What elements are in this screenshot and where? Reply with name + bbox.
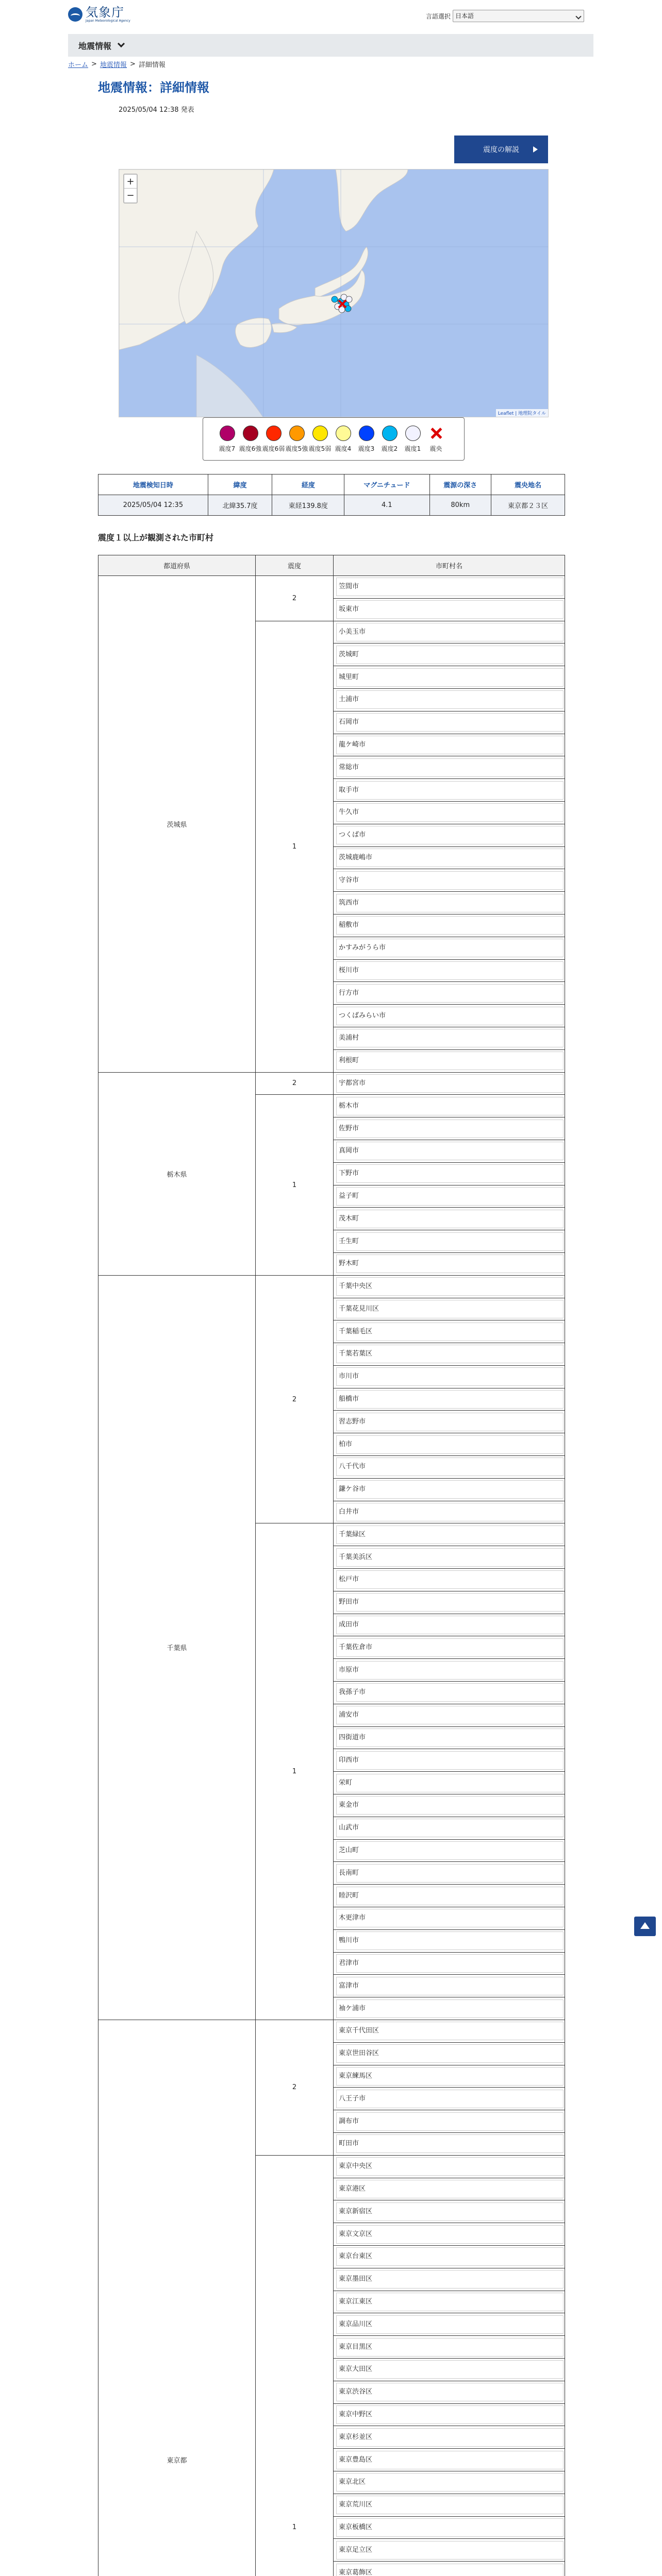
table-header: 地震検知日時 [98, 474, 208, 495]
municipality-name: 桜川市 [336, 961, 564, 980]
zoom-out-button[interactable]: − [126, 190, 135, 201]
municipality-cell [334, 576, 565, 599]
page-title: 地震情報：詳細情報 [98, 80, 209, 95]
legend-item [216, 426, 239, 453]
municipality-cell [334, 2155, 565, 2178]
municipality-cell [334, 2516, 565, 2539]
announce-time: 2025/05/04 12:38 発表 [119, 106, 194, 114]
table-cell: 2025/05/04 12:35 [98, 495, 208, 516]
municipality-name: 富津市 [336, 1977, 564, 1995]
municipality-cell [334, 2065, 565, 2088]
explain-button-label: 震度の解説 [483, 146, 519, 154]
municipality-cell [334, 1049, 565, 1072]
intensity-color-swatch [289, 426, 305, 441]
municipality-name: 東京港区 [336, 2180, 564, 2198]
earthquake-map[interactable] [119, 169, 549, 417]
language-label: 言語選択 [426, 12, 451, 20]
municipality-name: 千葉緑区 [336, 1526, 564, 1544]
municipality-name: 下野市 [336, 1164, 564, 1183]
intensity-color-swatch [405, 426, 421, 441]
prefecture-cell: 栃木県 [98, 1072, 256, 1275]
municipality-cell [334, 1546, 565, 1569]
municipality-name: 壬生町 [336, 1232, 564, 1251]
prefecture-cell: 東京都 [98, 2020, 256, 2576]
municipality-name: 睦沢町 [336, 1887, 564, 1905]
municipality-name: 龍ケ崎市 [336, 736, 564, 754]
legend-item [285, 426, 308, 453]
table-row [98, 576, 565, 599]
zoom-in-button[interactable]: + [124, 175, 137, 189]
municipality-name: 東京板橋区 [336, 2518, 564, 2537]
municipality-cell [334, 1659, 565, 1682]
jma-logo[interactable] [68, 5, 130, 24]
municipality-cell [334, 598, 565, 621]
municipality-cell [334, 1682, 565, 1704]
intensity-color-swatch [243, 426, 258, 441]
municipality-cell [334, 2223, 565, 2246]
municipality-name: 鎌ケ谷市 [336, 1480, 564, 1499]
legend-item [424, 426, 448, 453]
language-selector [426, 9, 584, 23]
municipality-cell [334, 1117, 565, 1140]
municipality-cell [334, 2426, 565, 2449]
intensity-color-swatch [336, 426, 351, 441]
municipality-cell [334, 621, 565, 643]
municipality-cell [334, 1749, 565, 1772]
municipality-cell [334, 1636, 565, 1659]
municipality-cell [334, 959, 565, 982]
legend-label: 震度5強 [285, 445, 308, 452]
table-row [98, 2020, 565, 2043]
municipality-name: 長南町 [336, 1864, 564, 1883]
municipality-name: 船橋市 [336, 1390, 564, 1409]
municipality-cell [334, 1997, 565, 2020]
municipality-name: 筑西市 [336, 894, 564, 912]
municipality-name: 浦安市 [336, 1706, 564, 1724]
municipality-name: 美浦村 [336, 1029, 564, 1047]
municipality-name: 白井市 [336, 1503, 564, 1521]
municipality-name: 千葉若葉区 [336, 1345, 564, 1363]
municipality-cell [334, 1478, 565, 1501]
logo-subtext: Japan Meteorological Agency [86, 19, 130, 23]
table-cell: 東京都２３区 [491, 495, 565, 516]
legend-label: 震度3 [358, 445, 375, 452]
table-cell: 北緯35.7度 [208, 495, 272, 516]
municipality-name: 東京中野区 [336, 2405, 564, 2424]
municipality-cell [334, 2539, 565, 2562]
municipality-name: 柏市 [336, 1435, 564, 1454]
table-header: 市町村名 [334, 555, 565, 576]
municipality-cell [334, 2020, 565, 2043]
municipality-name: 牛久市 [336, 803, 564, 822]
municipality-cell [334, 2132, 565, 2155]
intensity-legend [203, 417, 465, 461]
municipality-name: 芝山町 [336, 1841, 564, 1860]
municipality-name: かすみがうら市 [336, 939, 564, 957]
municipality-name: 茨城鹿嶋市 [336, 849, 564, 867]
legend-item [401, 426, 424, 453]
legend-label: 震度5弱 [308, 445, 332, 452]
site-header [0, 0, 662, 31]
jma-logo-icon [68, 7, 82, 22]
municipality-cell [334, 2358, 565, 2381]
municipality-cell [334, 1591, 565, 1614]
prefecture-cell: 茨城県 [98, 576, 256, 1073]
municipality-name: 東金市 [336, 1796, 564, 1815]
municipality-name: 東京北区 [336, 2473, 564, 2492]
logo-text: 気象庁 [86, 5, 124, 20]
intensity-cell: 2 [256, 1072, 334, 1095]
municipality-name: 稲敷市 [336, 916, 564, 935]
municipality-cell [334, 2562, 565, 2576]
legend-label: 震度6弱 [262, 445, 285, 452]
municipality-cell [334, 801, 565, 824]
intensity-explain-button[interactable] [454, 135, 548, 163]
municipality-name: 東京大田区 [336, 2360, 564, 2379]
municipality-cell [334, 1140, 565, 1162]
table-header: 震度 [256, 555, 334, 576]
municipality-cell [334, 1005, 565, 1027]
municipality-cell [334, 711, 565, 734]
intensity-cell: 1 [256, 1523, 334, 2020]
breadcrumb-earthquake[interactable]: 地震情報 [100, 61, 127, 69]
municipality-name: 栄町 [336, 1774, 564, 1792]
municipality-cell [334, 2178, 565, 2200]
municipality-cell [334, 869, 565, 892]
municipality-cell [334, 688, 565, 711]
municipality-name: 東京杉並区 [336, 2428, 564, 2447]
municipality-name: 千葉花見川区 [336, 1300, 564, 1318]
municipality-name: 東京目黒区 [336, 2338, 564, 2357]
epicenter-icon [428, 426, 444, 441]
municipality-name: 松戸市 [336, 1570, 564, 1589]
arrow-right-icon [533, 146, 538, 152]
table-header: 緯度 [208, 474, 272, 495]
municipality-name: 東京台東区 [336, 2247, 564, 2266]
municipality-name: 市川市 [336, 1367, 564, 1386]
municipality-cell [334, 1365, 565, 1388]
legend-item [262, 426, 285, 453]
municipality-name: 印西市 [336, 1751, 564, 1770]
municipality-cell [334, 2200, 565, 2223]
intensity-color-swatch [220, 426, 235, 441]
municipality-name: 野木町 [336, 1255, 564, 1273]
municipality-cell [334, 1320, 565, 1343]
municipality-cell [334, 1975, 565, 1997]
municipality-cell [334, 1343, 565, 1366]
municipality-cell [334, 1704, 565, 1726]
language-select[interactable]: 日本語 [453, 10, 584, 22]
municipality-name: 君津市 [336, 1954, 564, 1973]
map-graphic [119, 170, 549, 417]
municipality-cell [334, 1794, 565, 1817]
municipality-name: 習志野市 [336, 1413, 564, 1431]
municipality-name: 東京荒川区 [336, 2496, 564, 2514]
municipality-name: 千葉美浜区 [336, 1548, 564, 1567]
municipality-cell [334, 1162, 565, 1185]
municipality-cell [334, 2088, 565, 2110]
map-attribution[interactable]: Leaflet | 地理院タイル [496, 409, 548, 417]
municipality-name: 東京渋谷区 [336, 2383, 564, 2401]
municipality-cell [334, 1885, 565, 1907]
legend-item [239, 426, 262, 453]
municipality-name: 東京千代田区 [336, 2022, 564, 2040]
intensity-color-swatch [312, 426, 328, 441]
municipality-name: 取手市 [336, 781, 564, 800]
intensity-cell: 1 [256, 621, 334, 1072]
municipality-cell [334, 2381, 565, 2403]
municipality-name: 東京江東区 [336, 2293, 564, 2311]
municipality-name: 城里町 [336, 668, 564, 687]
municipality-name: 八王子市 [336, 2090, 564, 2108]
prefecture-cell: 千葉県 [98, 1275, 256, 2020]
municipality-cell [334, 1388, 565, 1411]
municipality-name: 東京墨田区 [336, 2270, 564, 2289]
municipality-cell [334, 2042, 565, 2065]
municipality-cell [334, 937, 565, 959]
municipality-name: 東京新宿区 [336, 2202, 564, 2221]
intensity-cell: 2 [256, 1275, 334, 1523]
municipality-name: 利根町 [336, 1052, 564, 1070]
legend-label: 震央 [429, 445, 442, 452]
table-cell: 東経139.8度 [272, 495, 344, 516]
municipality-cell [334, 2245, 565, 2268]
municipality-cell [334, 2449, 565, 2471]
municipality-cell [334, 1501, 565, 1523]
map-zoom-control [123, 174, 138, 204]
nav-item-earthquake[interactable] [78, 34, 124, 57]
observed-cities-table [98, 555, 565, 2576]
legend-item [332, 426, 355, 453]
municipality-name: 茂木町 [336, 1210, 564, 1228]
municipality-name: 石岡市 [336, 713, 564, 732]
municipality-cell [334, 1275, 565, 1298]
intensity-cell: 1 [256, 1095, 334, 1275]
breadcrumb-current: 詳細情報 [138, 61, 166, 69]
municipality-cell [334, 1523, 565, 1546]
municipality-name: 栃木市 [336, 1097, 564, 1115]
municipality-cell [334, 1907, 565, 1930]
municipality-cell [334, 1185, 565, 1208]
table-header: 都道府県 [98, 555, 256, 576]
intensity-color-swatch [359, 426, 374, 441]
municipality-name: 益子町 [336, 1187, 564, 1206]
municipality-name: 袖ケ浦市 [336, 1999, 564, 2018]
municipality-cell [334, 1208, 565, 1230]
municipality-cell [334, 1433, 565, 1456]
municipality-cell [334, 2403, 565, 2426]
table-cell: 4.1 [344, 495, 429, 516]
municipality-name: 東京練馬区 [336, 2067, 564, 2086]
municipality-name: 行方市 [336, 984, 564, 1003]
table-row [98, 1072, 565, 1095]
municipality-cell [334, 1411, 565, 1433]
legend-label: 震度2 [381, 445, 398, 452]
municipality-cell [334, 1862, 565, 1885]
municipality-cell [334, 1072, 565, 1095]
municipality-name: 東京文京区 [336, 2225, 564, 2244]
breadcrumb-separator: > [129, 60, 136, 68]
municipality-cell [334, 1252, 565, 1275]
municipality-cell [334, 666, 565, 689]
municipality-cell [334, 643, 565, 666]
municipality-name: 東京豊島区 [336, 2451, 564, 2469]
scroll-to-top-button[interactable] [634, 1917, 656, 1936]
municipality-name: 市原市 [336, 1661, 564, 1680]
breadcrumb-home[interactable]: ホーム [68, 61, 89, 69]
municipality-cell [334, 1095, 565, 1117]
municipality-cell [334, 824, 565, 846]
municipality-name: 野田市 [336, 1593, 564, 1612]
municipality-name: 東京葛飾区 [336, 2564, 564, 2576]
municipality-cell [334, 1952, 565, 1975]
municipality-cell [334, 982, 565, 1005]
intensity-cell: 1 [256, 2155, 334, 2576]
municipality-cell [334, 2313, 565, 2336]
municipality-cell [334, 2336, 565, 2359]
municipality-cell [334, 1772, 565, 1794]
municipality-name: 鴨川市 [336, 1931, 564, 1950]
municipality-name: 宇都宮市 [336, 1074, 564, 1093]
chevron-down-icon [118, 40, 125, 47]
municipality-name: 東京世田谷区 [336, 2044, 564, 2063]
municipality-name: 千葉中央区 [336, 1277, 564, 1296]
municipality-cell [334, 2268, 565, 2291]
municipality-cell [334, 734, 565, 756]
legend-label: 震度4 [335, 445, 352, 452]
table-header: マグニチュード [344, 474, 429, 495]
municipality-name: 常総市 [336, 758, 564, 777]
municipality-cell [334, 1817, 565, 1839]
table-header: 経度 [272, 474, 344, 495]
observed-cities-title: 震度１以上が観測された市町村 [98, 533, 214, 543]
global-nav [68, 34, 593, 57]
municipality-name: 坂東市 [336, 600, 564, 619]
municipality-cell [334, 2494, 565, 2516]
municipality-cell [334, 756, 565, 779]
intensity-color-swatch [266, 426, 282, 441]
intensity-cell: 2 [256, 2020, 334, 2156]
municipality-cell [334, 2110, 565, 2133]
breadcrumb [68, 59, 166, 69]
municipality-name: 東京足立区 [336, 2541, 564, 2560]
municipality-name: 我孫子市 [336, 1683, 564, 1702]
municipality-name: 山武市 [336, 1819, 564, 1837]
legend-item [355, 426, 378, 453]
legend-label: 震度7 [219, 445, 236, 452]
table-row [98, 1275, 565, 1298]
municipality-name: 四街道市 [336, 1728, 564, 1747]
municipality-name: 東京中央区 [336, 2157, 564, 2176]
municipality-name: 佐野市 [336, 1120, 564, 1138]
nav-item-label: 地震情報 [78, 41, 112, 51]
legend-label: 震度6強 [239, 445, 262, 452]
breadcrumb-separator: > [91, 60, 97, 68]
municipality-cell [334, 892, 565, 914]
municipality-name: 茨城町 [336, 646, 564, 664]
municipality-cell [334, 1929, 565, 1952]
municipality-cell [334, 2471, 565, 2494]
municipality-cell [334, 779, 565, 802]
municipality-name: 千葉稲毛区 [336, 1323, 564, 1341]
municipality-cell [334, 1027, 565, 1049]
municipality-name: 守谷市 [336, 871, 564, 890]
legend-label: 震度1 [404, 445, 421, 452]
table-header: 震央地名 [491, 474, 565, 495]
municipality-name: 成田市 [336, 1616, 564, 1634]
intensity-cell: 2 [256, 576, 334, 621]
municipality-name: 木更津市 [336, 1909, 564, 1927]
municipality-cell [334, 2291, 565, 2313]
municipality-cell [334, 1230, 565, 1253]
municipality-name: 小美玉市 [336, 623, 564, 641]
municipality-name: 八千代市 [336, 1458, 564, 1476]
municipality-name: 東京品川区 [336, 2315, 564, 2334]
table-cell: 80km [429, 495, 491, 516]
municipality-name: 笠間市 [336, 578, 564, 596]
earthquake-summary-table [98, 474, 565, 516]
municipality-cell [334, 1456, 565, 1479]
municipality-name: 真岡市 [336, 1142, 564, 1160]
legend-item [308, 426, 332, 453]
legend-item [378, 426, 401, 453]
municipality-name: つくばみらい市 [336, 1007, 564, 1025]
municipality-cell [334, 1614, 565, 1636]
municipality-cell [334, 1569, 565, 1591]
municipality-cell [334, 846, 565, 869]
municipality-name: 町田市 [336, 2134, 564, 2153]
municipality-cell [334, 914, 565, 937]
intensity-color-swatch [382, 426, 398, 441]
municipality-cell [334, 1726, 565, 1749]
municipality-name: つくば市 [336, 826, 564, 844]
municipality-cell [334, 1298, 565, 1320]
municipality-name: 千葉佐倉市 [336, 1638, 564, 1657]
municipality-name: 土浦市 [336, 690, 564, 709]
municipality-cell [334, 1839, 565, 1862]
municipality-name: 調布市 [336, 2112, 564, 2131]
table-header: 震源の深さ [429, 474, 491, 495]
